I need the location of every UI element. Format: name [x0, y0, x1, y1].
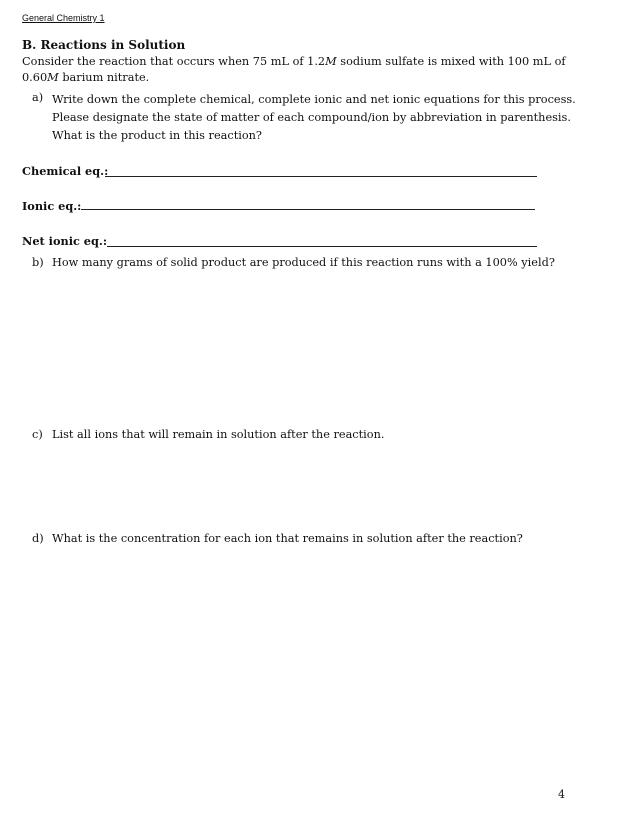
question-d-label: d): [32, 532, 44, 545]
chemical-eq-label: Chemical eq.:: [22, 164, 109, 178]
intro-line-1-post: sodium sulfate is mixed with 100 mL of: [336, 55, 566, 68]
question-b-label: b): [32, 256, 44, 269]
question-b-text: How many grams of solid product are produced if this reaction runs with a 100% yield?: [52, 256, 555, 269]
question-a-line-3: What is the product in this reaction?: [52, 129, 262, 142]
chemical-eq-answer-line[interactable]: [105, 176, 537, 177]
ionic-eq-answer-line[interactable]: [81, 209, 535, 210]
question-c-label: c): [32, 428, 43, 441]
question-a-line-1: Write down the complete chemical, complete ionic and net ionic equations for this process.: [52, 93, 576, 106]
net-ionic-eq-label: Net ionic eq.:: [22, 234, 107, 248]
intro-line-2: [22, 70, 566, 86]
question-a-line-2: Please designate the state of matter of each compound/ion by abbreviation in parenthesis.: [52, 111, 571, 124]
question-a-label: a): [32, 91, 44, 104]
net-ionic-eq-answer-line[interactable]: [107, 246, 537, 247]
ionic-eq-label: Ionic eq.:: [22, 199, 82, 213]
molarity-unit-1: M: [325, 55, 337, 68]
intro-line-2-post: barium nitrate.: [58, 71, 150, 84]
section-title: B. Reactions in Solution: [22, 38, 186, 52]
course-header: General Chemistry 1: [22, 13, 105, 23]
question-d-text: What is the concentration for each ion that remains in solution after the reaction?: [52, 532, 523, 545]
intro-line-1-pre: Consider the reaction that occurs when 75 mL of 1.2: [22, 55, 326, 68]
question-a-text: [52, 91, 576, 145]
molarity-unit-2: M: [47, 71, 59, 84]
intro-paragraph: [22, 54, 566, 86]
intro-line-1: [22, 54, 566, 70]
page-number: 4: [558, 788, 565, 801]
question-c-text: List all ions that will remain in solution after the reaction.: [52, 428, 385, 441]
intro-line-2-pre: 0.60: [22, 71, 48, 84]
